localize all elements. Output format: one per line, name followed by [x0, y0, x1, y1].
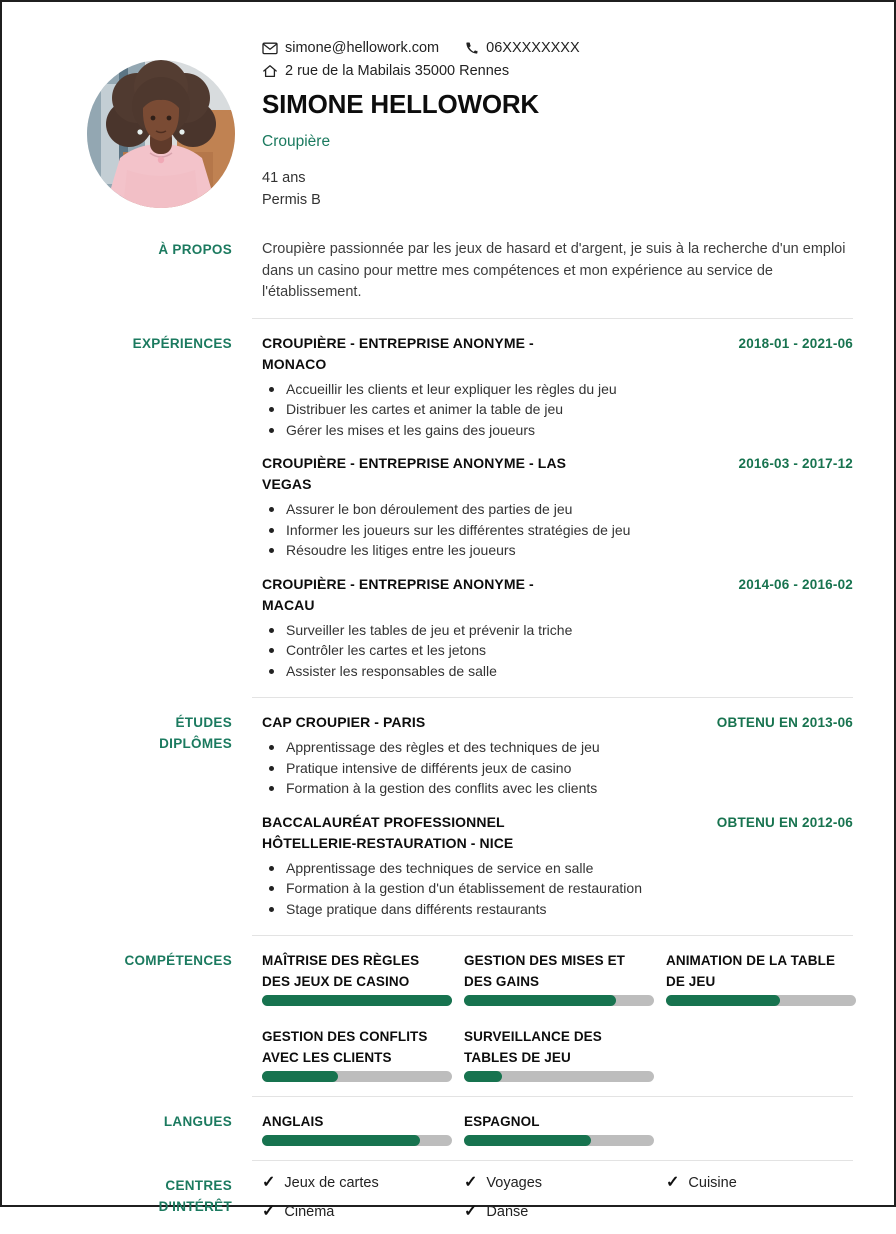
language-name: ANGLAIS [262, 1114, 324, 1129]
bullet-item: Informer les joueurs sur les différentes stratégies de jeu [262, 520, 853, 541]
interests-label: CENTRES D'INTÉRÊT [158, 1178, 232, 1214]
language-bar-fill [262, 1135, 420, 1146]
skill-bar-fill [666, 995, 780, 1006]
bullet-dot [269, 428, 274, 433]
candidate-name: SIMONE HELLOWORK [262, 89, 540, 119]
skill-name: SURVEILLANCE DES TABLES DE JEU [464, 1029, 602, 1065]
bullet-item: Assurer le bon déroulement des parties de jeu [262, 499, 853, 520]
language-item [464, 1111, 654, 1146]
contact-row-1 [262, 40, 853, 56]
skill-bar-fill [464, 995, 616, 1006]
experience-item [262, 574, 853, 682]
experiences-label: EXPÉRIENCES [132, 335, 232, 351]
section-skills [2, 936, 894, 1096]
bullet-dot [269, 507, 274, 512]
check-icon: ✓ [262, 1174, 276, 1191]
experience-bullets [262, 499, 853, 561]
bullet-dot [269, 548, 274, 553]
interest-item: ✓ Danse [464, 1203, 529, 1220]
skill-bar [262, 995, 452, 1006]
bullet-dot [269, 886, 274, 891]
interest-item: ✓ Cuisine [666, 1174, 737, 1191]
skill-item [262, 1026, 452, 1082]
skill-item [262, 950, 452, 1006]
contact-phone [465, 40, 580, 56]
experience-title: CROUPIÈRE - ENTREPRISE ANONYME - LAS VEGAS [262, 455, 567, 492]
experience-dates: 2014-06 - 2016-02 [738, 576, 853, 592]
address-text: 2 rue de la Mabilais 35000 Rennes [285, 63, 510, 79]
skill-bar-fill [464, 1071, 502, 1082]
education-bullets [262, 737, 853, 799]
language-bar [262, 1135, 452, 1146]
avatar [87, 60, 235, 208]
bullet-item: Accueillir les clients et leur expliquer les règles du jeu [262, 379, 853, 400]
skill-bar-fill [262, 1071, 338, 1082]
phone-icon [465, 41, 479, 55]
driving-license: Permis B [262, 191, 321, 208]
bullet-dot [269, 628, 274, 633]
section-interests [2, 1161, 894, 1234]
phone-text: 06XXXXXXXX [486, 40, 580, 56]
language-name: ESPAGNOL [464, 1114, 540, 1129]
cv-header [2, 2, 894, 225]
skills-label: COMPÉTENCES [124, 953, 232, 968]
education-bullets [262, 858, 853, 920]
about-label: À PROPOS [158, 242, 232, 257]
email-text: simone@hellowork.com [285, 40, 440, 56]
experience-item [262, 453, 853, 561]
skill-item [464, 1026, 654, 1082]
skill-bar [464, 995, 654, 1006]
experiences-list [262, 333, 853, 684]
skill-item [666, 950, 856, 1006]
interest-item: ✓ Voyages [464, 1174, 543, 1191]
about-text: Croupière passionnée par les jeux de hasard et d'argent, je suis à la recherche d'un emploi dans un casino pour mettre mes compétences et mon expérience au service de l'établissement. [262, 241, 846, 300]
section-languages [2, 1097, 894, 1160]
education-label: ÉTUDES DIPLÔMES [159, 715, 232, 751]
education-list [262, 712, 853, 921]
education-item [262, 812, 853, 920]
bullet-item: Distribuer les cartes et animer la table de jeu [262, 399, 853, 420]
job-title: Croupière [262, 133, 331, 150]
language-item [262, 1111, 452, 1146]
section-experiences [2, 319, 894, 698]
bullet-dot [269, 745, 274, 750]
experience-title: CROUPIÈRE - ENTREPRISE ANONYME - MONACO [262, 334, 534, 372]
skill-bar-fill [262, 995, 452, 1006]
contact-email [262, 40, 439, 56]
bullet-item: Formation à la gestion des conflits avec les clients [262, 778, 853, 799]
bullet-item: Apprentissage des techniques de service en salle [262, 858, 853, 879]
bullet-item: Surveiller les tables de jeu et prévenir la triche [262, 620, 853, 641]
section-about [2, 225, 894, 318]
age: 41 ans [262, 170, 306, 186]
personal-facts [262, 168, 853, 211]
bullet-dot [269, 866, 274, 871]
experience-bullets [262, 379, 853, 441]
bullet-item: Formation à la gestion d'un établissement de restauration [262, 878, 853, 899]
bullet-dot [269, 387, 274, 392]
bullet-dot [269, 528, 274, 533]
education-item [262, 712, 853, 799]
skills-grid [262, 950, 856, 1082]
skill-name: ANIMATION DE LA TABLE DE JEU [666, 953, 836, 989]
envelope-icon [262, 42, 278, 55]
bullet-dot [269, 407, 274, 412]
skill-bar [262, 1071, 452, 1082]
experience-title: CROUPIÈRE - ENTREPRISE ANONYME - MACAU [262, 575, 534, 613]
bullet-item: Apprentissage des règles et des techniques de jeu [262, 737, 853, 758]
skill-bar [666, 995, 856, 1006]
skill-name: GESTION DES CONFLITS AVEC LES CLIENTS [262, 1029, 428, 1065]
experience-bullets [262, 620, 853, 682]
home-icon [262, 64, 278, 78]
header-info [262, 40, 853, 211]
language-bar-fill [464, 1135, 591, 1146]
bullet-dot [269, 786, 274, 791]
bullet-item: Assister les responsables de salle [262, 661, 853, 682]
bullet-dot [269, 907, 274, 912]
skill-name: MAÎTRISE DES RÈGLES DES JEUX DE CASINO [262, 953, 420, 989]
bullet-item: Gérer les mises et les gains des joueurs [262, 420, 853, 441]
languages-grid [262, 1111, 856, 1146]
bullet-item: Stage pratique dans différents restaurants [262, 899, 853, 920]
bullet-dot [269, 648, 274, 653]
education-dates: OBTENU EN 2013-06 [716, 715, 853, 730]
experience-dates: 2018-01 - 2021-06 [738, 335, 853, 351]
interest-item: ✓ Cinéma [262, 1203, 335, 1220]
education-title: BACCALAURÉAT PROFESSIONNEL HÔTELLERIE-RESTAURATION - NICE [262, 813, 514, 851]
education-dates: OBTENU EN 2012-06 [716, 814, 853, 830]
check-icon: ✓ [666, 1174, 680, 1191]
education-title: CAP CROUPIER - PARIS [262, 714, 426, 730]
skill-item [464, 950, 654, 1006]
interest-item: ✓ Jeux de cartes [262, 1174, 379, 1191]
check-icon: ✓ [464, 1203, 478, 1220]
language-bar [464, 1135, 654, 1146]
contact-row-2 [262, 63, 853, 79]
experience-item [262, 333, 853, 441]
profile-photo [87, 60, 235, 208]
bullet-item: Résoudre les litiges entre les joueurs [262, 540, 853, 561]
skill-bar [464, 1071, 654, 1082]
interests-grid [262, 1175, 856, 1220]
contact-address [262, 63, 509, 79]
check-icon: ✓ [262, 1203, 276, 1220]
languages-label: LANGUES [163, 1114, 232, 1129]
bullet-item: Pratique intensive de différents jeux de casino [262, 758, 853, 779]
experience-dates: 2016-03 - 2017-12 [738, 456, 853, 471]
check-icon: ✓ [464, 1174, 478, 1191]
section-education [2, 698, 894, 935]
bullet-item: Contrôler les cartes et les jetons [262, 640, 853, 661]
skill-name: GESTION DES MISES ET DES GAINS [464, 953, 626, 989]
bullet-dot [269, 669, 274, 674]
bullet-dot [269, 766, 274, 771]
